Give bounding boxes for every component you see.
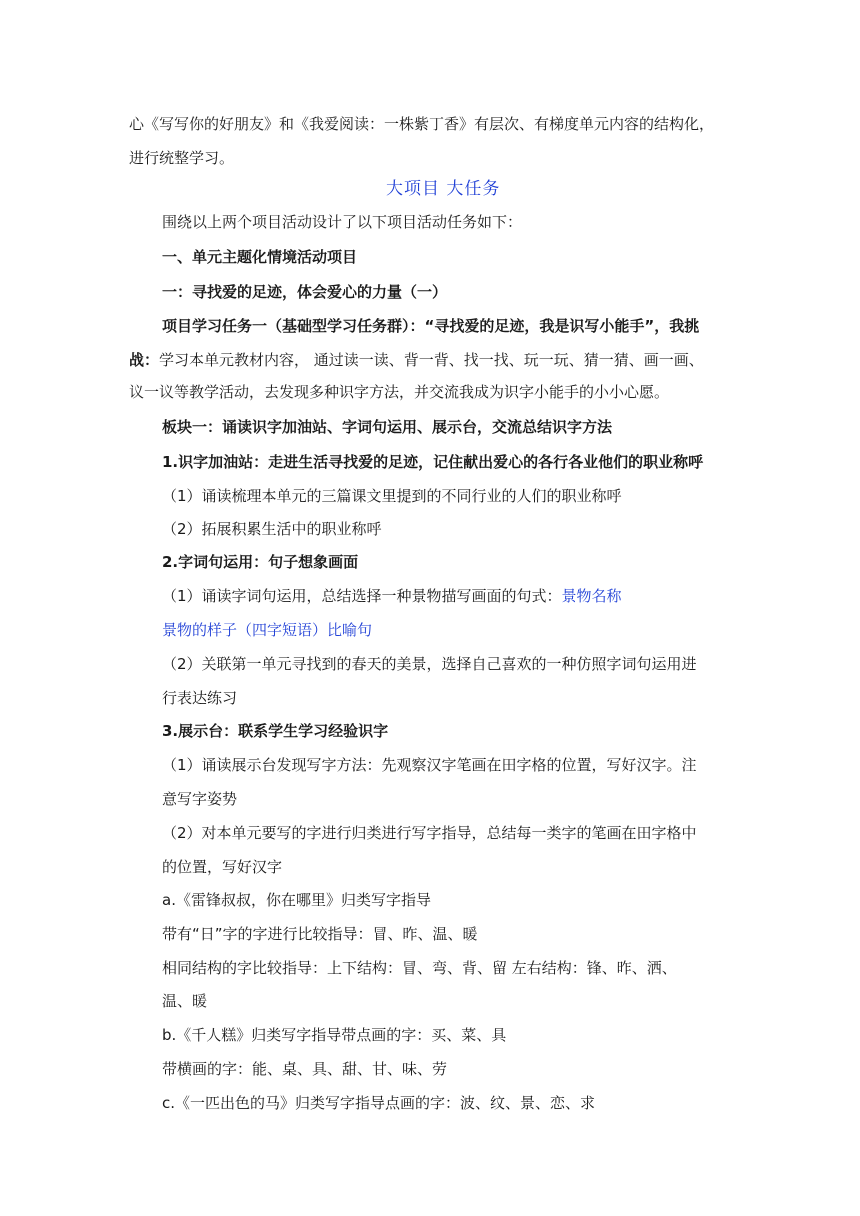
item3-a1: 带有“日”字的字进行比较指导：冒、昨、温、暖 (162, 925, 478, 943)
item2-sub2-line1: （2）关联第一单元寻找到的春天的美景，选择自己喜欢的一种仿照字词句运用进 (162, 655, 697, 673)
item3-b: b.《千人糕》归类写字指导带点画的字：买、菜、具 (162, 1026, 507, 1044)
task-line-2-bold: 战： (129, 351, 160, 369)
task-line-1: 项目学习任务一（基础型学习任务群）：“寻找爱的足迹，我是识写小能手”，我挑 (162, 317, 700, 335)
section-subtitle: 一：寻找爱的足迹，体会爱心的力量（一） (162, 283, 448, 301)
section-title: 一、单元主题化情境活动项目 (162, 248, 358, 266)
item3-a2: 相同结构的字比较指导：上下结构：冒、弯、背、留 左右结构：锋、昨、洒、 (162, 959, 677, 977)
task-line-2-text: 学习本单元教材内容， 通过读一读、背一背、找一找、玩一玩、猜一猜、画一画、 (159, 351, 704, 369)
item3-sub2-line2: 的位置，写好汉字 (162, 858, 283, 876)
item2-sub1-line2: 景物的样子（四字短语）比喻句 (162, 621, 373, 639)
item3-c: c.《一匹出色的马》归类写字指导点画的字：波、纹、景、恋、求 (162, 1094, 596, 1112)
item3-sub1-line1: （1）诵读展示台发现写字方法：先观察汉字笔画在田字格的位置，写好汉字。注 (162, 756, 697, 774)
section-heading: 大项目 大任务 (386, 179, 501, 199)
task-line-3: 议一议等教学活动，去发现多种识字方法，并交流我成为识字小能手的小小心愿。 (129, 383, 670, 401)
item3-sub1-line2: 意写字姿势 (162, 790, 238, 808)
item1-title: 1.识字加油站：走进生活寻找爱的足迹，记住献出爱心的各行各业他们的职业称呼 (162, 453, 704, 471)
item2-title: 2.字词句运用：句子想象画面 (162, 553, 359, 571)
item3-sub2-line1: （2）对本单元要写的字进行归类进行写字指导，总结每一类字的笔画在田字格中 (162, 824, 697, 842)
task-line-2 (129, 350, 704, 370)
item2-sub1-text: （1）诵读字词句运用，总结选择一种景物描写画面的句式： (162, 587, 562, 605)
item3-b1: 带横画的字：能、桌、具、甜、甘、味、劳 (162, 1060, 448, 1078)
item3-a3: 温、暖 (162, 992, 208, 1010)
item3-a: a.《雷锋叔叔，你在哪里》归类写字指导 (162, 891, 431, 909)
item2-sub1 (162, 586, 622, 606)
item3-title: 3.展示台：联系学生学习经验识字 (162, 722, 389, 740)
block-title: 板块一：诵读识字加油站、字词句运用、展示台，交流总结识字方法 (162, 418, 613, 436)
item2-sub2-line2: 行表达练习 (162, 689, 238, 707)
intro-line-1: 心《写写你的好朋友》和《我爱阅读：一株紫丁香》有层次、有梯度单元内容的结构化， (129, 115, 715, 133)
item2-sub1-blue: 景物名称 (561, 587, 622, 605)
item1-sub1: （1）诵读梳理本单元的三篇课文里提到的不同行业的人们的职业称呼 (162, 487, 622, 505)
intro-line-2: 进行统整学习。 (129, 149, 235, 167)
item1-sub2: （2）拓展积累生活中的职业称呼 (162, 520, 382, 538)
paragraph-intro: 围绕以上两个项目活动设计了以下项目活动任务如下： (162, 213, 523, 231)
